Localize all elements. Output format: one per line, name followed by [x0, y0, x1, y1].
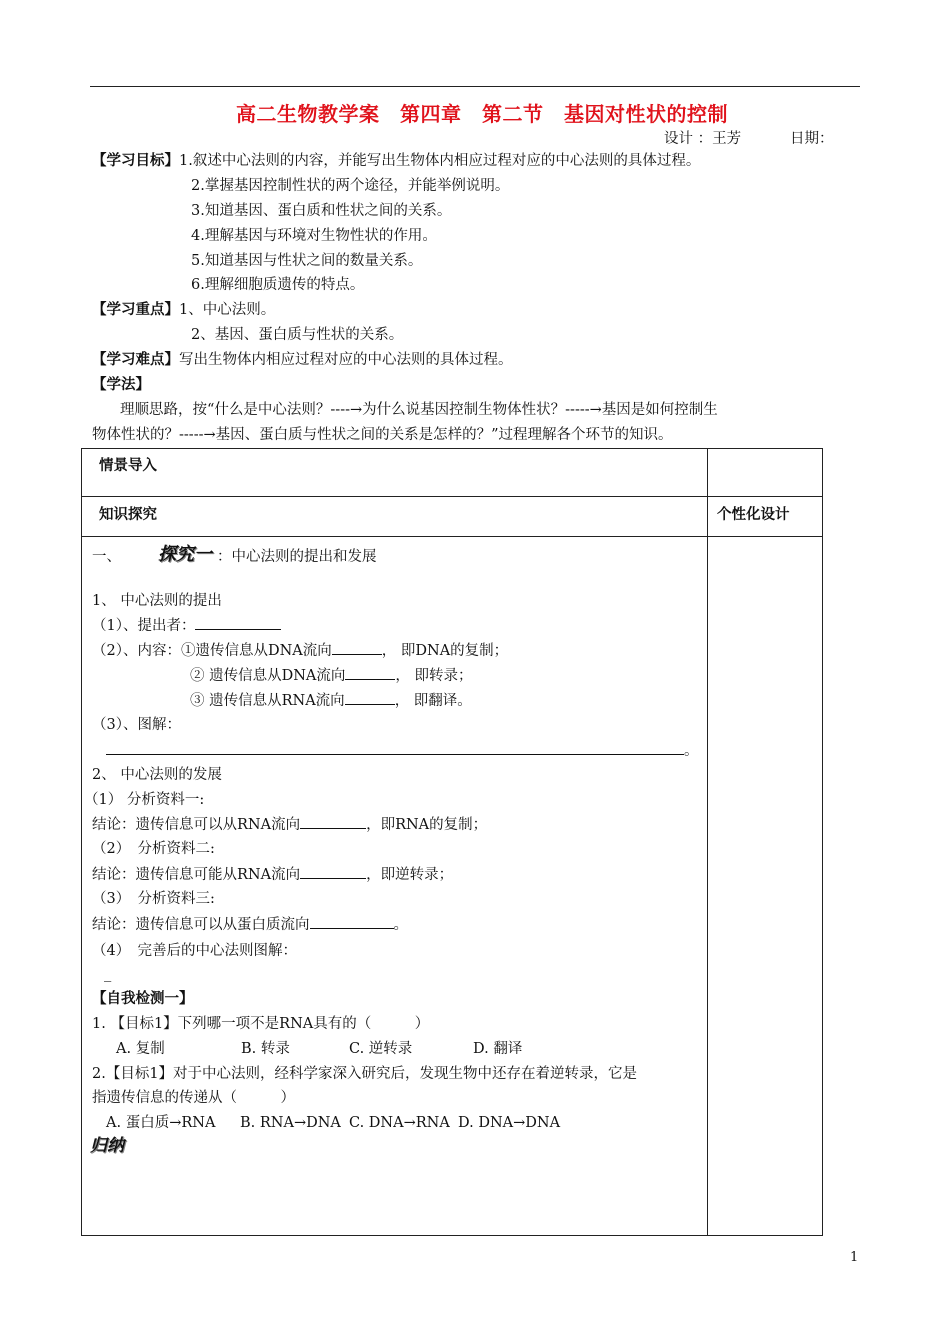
material-1-label: （1） 分析资料一: [84, 792, 205, 808]
section-1-heading: 1、 中心法则的提出 [92, 593, 222, 609]
explore-one-stamp: 探究一 [158, 544, 212, 565]
key-point-item: 2、基因、蛋白质与性状的关系。 [191, 327, 404, 343]
question-1-option-b[interactable]: B. 转录 [241, 1041, 290, 1057]
header-rule [90, 86, 860, 87]
method-line-2: 物体性状的？-----→基因、蛋白质与性状之间的关系是怎样的？”过程理解各个环节的知识。 [92, 427, 673, 443]
objective-item: 5.知道基因与性状之间的数量关系。 [191, 253, 423, 269]
conclusion-2-text: 结论：遗传信息可能从RNA流向 [92, 867, 301, 883]
conclusion-1-blank[interactable] [300, 812, 366, 829]
difficulty-label: 【学习难点】 [92, 352, 179, 368]
page-title: 高二生物教学案 第四章 第二节 基因对性状的控制 [236, 102, 728, 126]
question-2-option-a[interactable]: A. 蛋白质→RNA [106, 1115, 216, 1131]
section-2-heading: 2、 中心法则的发展 [92, 767, 222, 783]
content-c-end: ， 即翻译。 [394, 693, 472, 709]
conclusion-2-blank[interactable] [300, 862, 366, 879]
question-2-option-d[interactable]: D. DNA→DNA [458, 1115, 561, 1131]
selftest-label: 【自我检测一】 [92, 991, 194, 1007]
objective-item: 4.理解基因与环境对生物性状的作用。 [191, 228, 437, 244]
conclusion-2-end: ，即逆转录； [366, 867, 454, 883]
content-a-blank[interactable] [332, 638, 382, 655]
content-c-blank[interactable] [345, 688, 395, 705]
method-label: 【学法】 [92, 377, 150, 393]
conclusion-1-end: ，即RNA的复制； [366, 817, 488, 833]
content-c-text: ③ 遗传信息从RNA流向 [190, 693, 345, 709]
objective-item: 3.知道基因、蛋白质和性状之间的关系。 [191, 203, 452, 219]
dash-mark: _ [104, 966, 112, 982]
question-2-line-2: 指遗传信息的传递从（ ） [92, 1090, 295, 1106]
designer-label: 设计 ：王芳 [664, 131, 742, 147]
content-a-end: ， 即DNA的复制； [381, 643, 509, 659]
proposer-label: （1）、提出者： [92, 618, 196, 634]
conclusion-3-end: 。 [393, 917, 408, 933]
diagram-end: 。 [684, 743, 699, 759]
key-points-label: 【学习重点】 [92, 302, 179, 318]
summary-stamp: 归纳 [90, 1136, 124, 1156]
table-row-divider [81, 496, 822, 497]
content-b-blank[interactable] [345, 663, 395, 680]
question-2-option-b[interactable]: B. RNA→DNA [240, 1115, 341, 1131]
proposer-row [92, 613, 281, 637]
table-column-divider [707, 448, 708, 1235]
page-number: 1 [850, 1250, 859, 1265]
content-row-a [92, 638, 508, 662]
conclusion-1-text: 结论：遗传信息可以从RNA流向 [92, 817, 301, 833]
question-1-option-a[interactable]: A. 复制 [116, 1041, 165, 1057]
content-row-b [190, 663, 473, 687]
material-3-label: （3） 分析资料三: [92, 891, 215, 907]
conclusion-1-row [92, 812, 487, 836]
explore-heading: ：中心法则的提出和发展 [217, 549, 377, 565]
objectives-label: 【学习目标】 [92, 153, 179, 169]
diagram-row [106, 738, 699, 762]
proposer-blank[interactable] [195, 613, 281, 630]
key-points-row [92, 298, 275, 322]
content-a-text: （2）、内容：①遗传信息从DNA流向 [92, 643, 332, 659]
objectives-row [92, 149, 700, 173]
method-line-1: 理顺思路，按“什么是中心法则？----→为什么说基因控制生物体性状？-----→基因是如何控制生 [120, 402, 718, 418]
key-point-item: 1、中心法则。 [179, 302, 276, 318]
diagram-label: （3）、图解： [92, 717, 181, 733]
conclusion-3-blank[interactable] [310, 912, 394, 929]
objective-item: 2.掌握基因控制性状的两个途径，并能举例说明。 [191, 178, 510, 194]
question-1-option-c[interactable]: C. 逆转录 [349, 1041, 413, 1057]
knowledge-explore-label: 知识探究 [99, 507, 157, 523]
content-b-end: ， 即转录； [395, 668, 473, 684]
conclusion-2-row [92, 862, 453, 886]
explore-prefix: 一、 [92, 549, 121, 565]
table-row-divider [81, 536, 822, 537]
date-label: 日期： [790, 131, 834, 147]
objective-item: 1.叙述中心法则的内容，并能写出生物体内相应过程对应的中心法则的具体过程。 [179, 153, 701, 169]
personal-design-label: 个性化设计 [717, 507, 790, 523]
conclusion-3-text: 结论：遗传信息可以从蛋白质流向 [92, 917, 310, 933]
question-2-line-1: 2.【目标1】对于中心法则，经科学家深入研究后，发现生物中还存在着逆转录，它是 [92, 1066, 638, 1082]
question-1: 1. 【目标1】下列哪一项不是RNA具有的（ ） [92, 1016, 430, 1032]
objective-item: 6.理解细胞质遗传的特点。 [191, 277, 365, 293]
material-2-label: （2） 分析资料二: [92, 841, 215, 857]
difficulty-text: 写出生物体内相应过程对应的中心法则的具体过程。 [179, 352, 513, 368]
content-b-text: ② 遗传信息从DNA流向 [190, 668, 346, 684]
scene-intro-label: 情景导入 [99, 458, 157, 474]
question-1-option-d[interactable]: D. 翻译 [473, 1041, 523, 1057]
diagram-blank[interactable] [106, 738, 684, 755]
question-2-option-c[interactable]: C. DNA→RNA [349, 1115, 450, 1131]
content-row-c [190, 688, 472, 712]
conclusion-3-row [92, 912, 408, 936]
complete-diagram-label: （4） 完善后的中心法则图解： [92, 943, 297, 959]
difficulty-row [92, 348, 513, 372]
